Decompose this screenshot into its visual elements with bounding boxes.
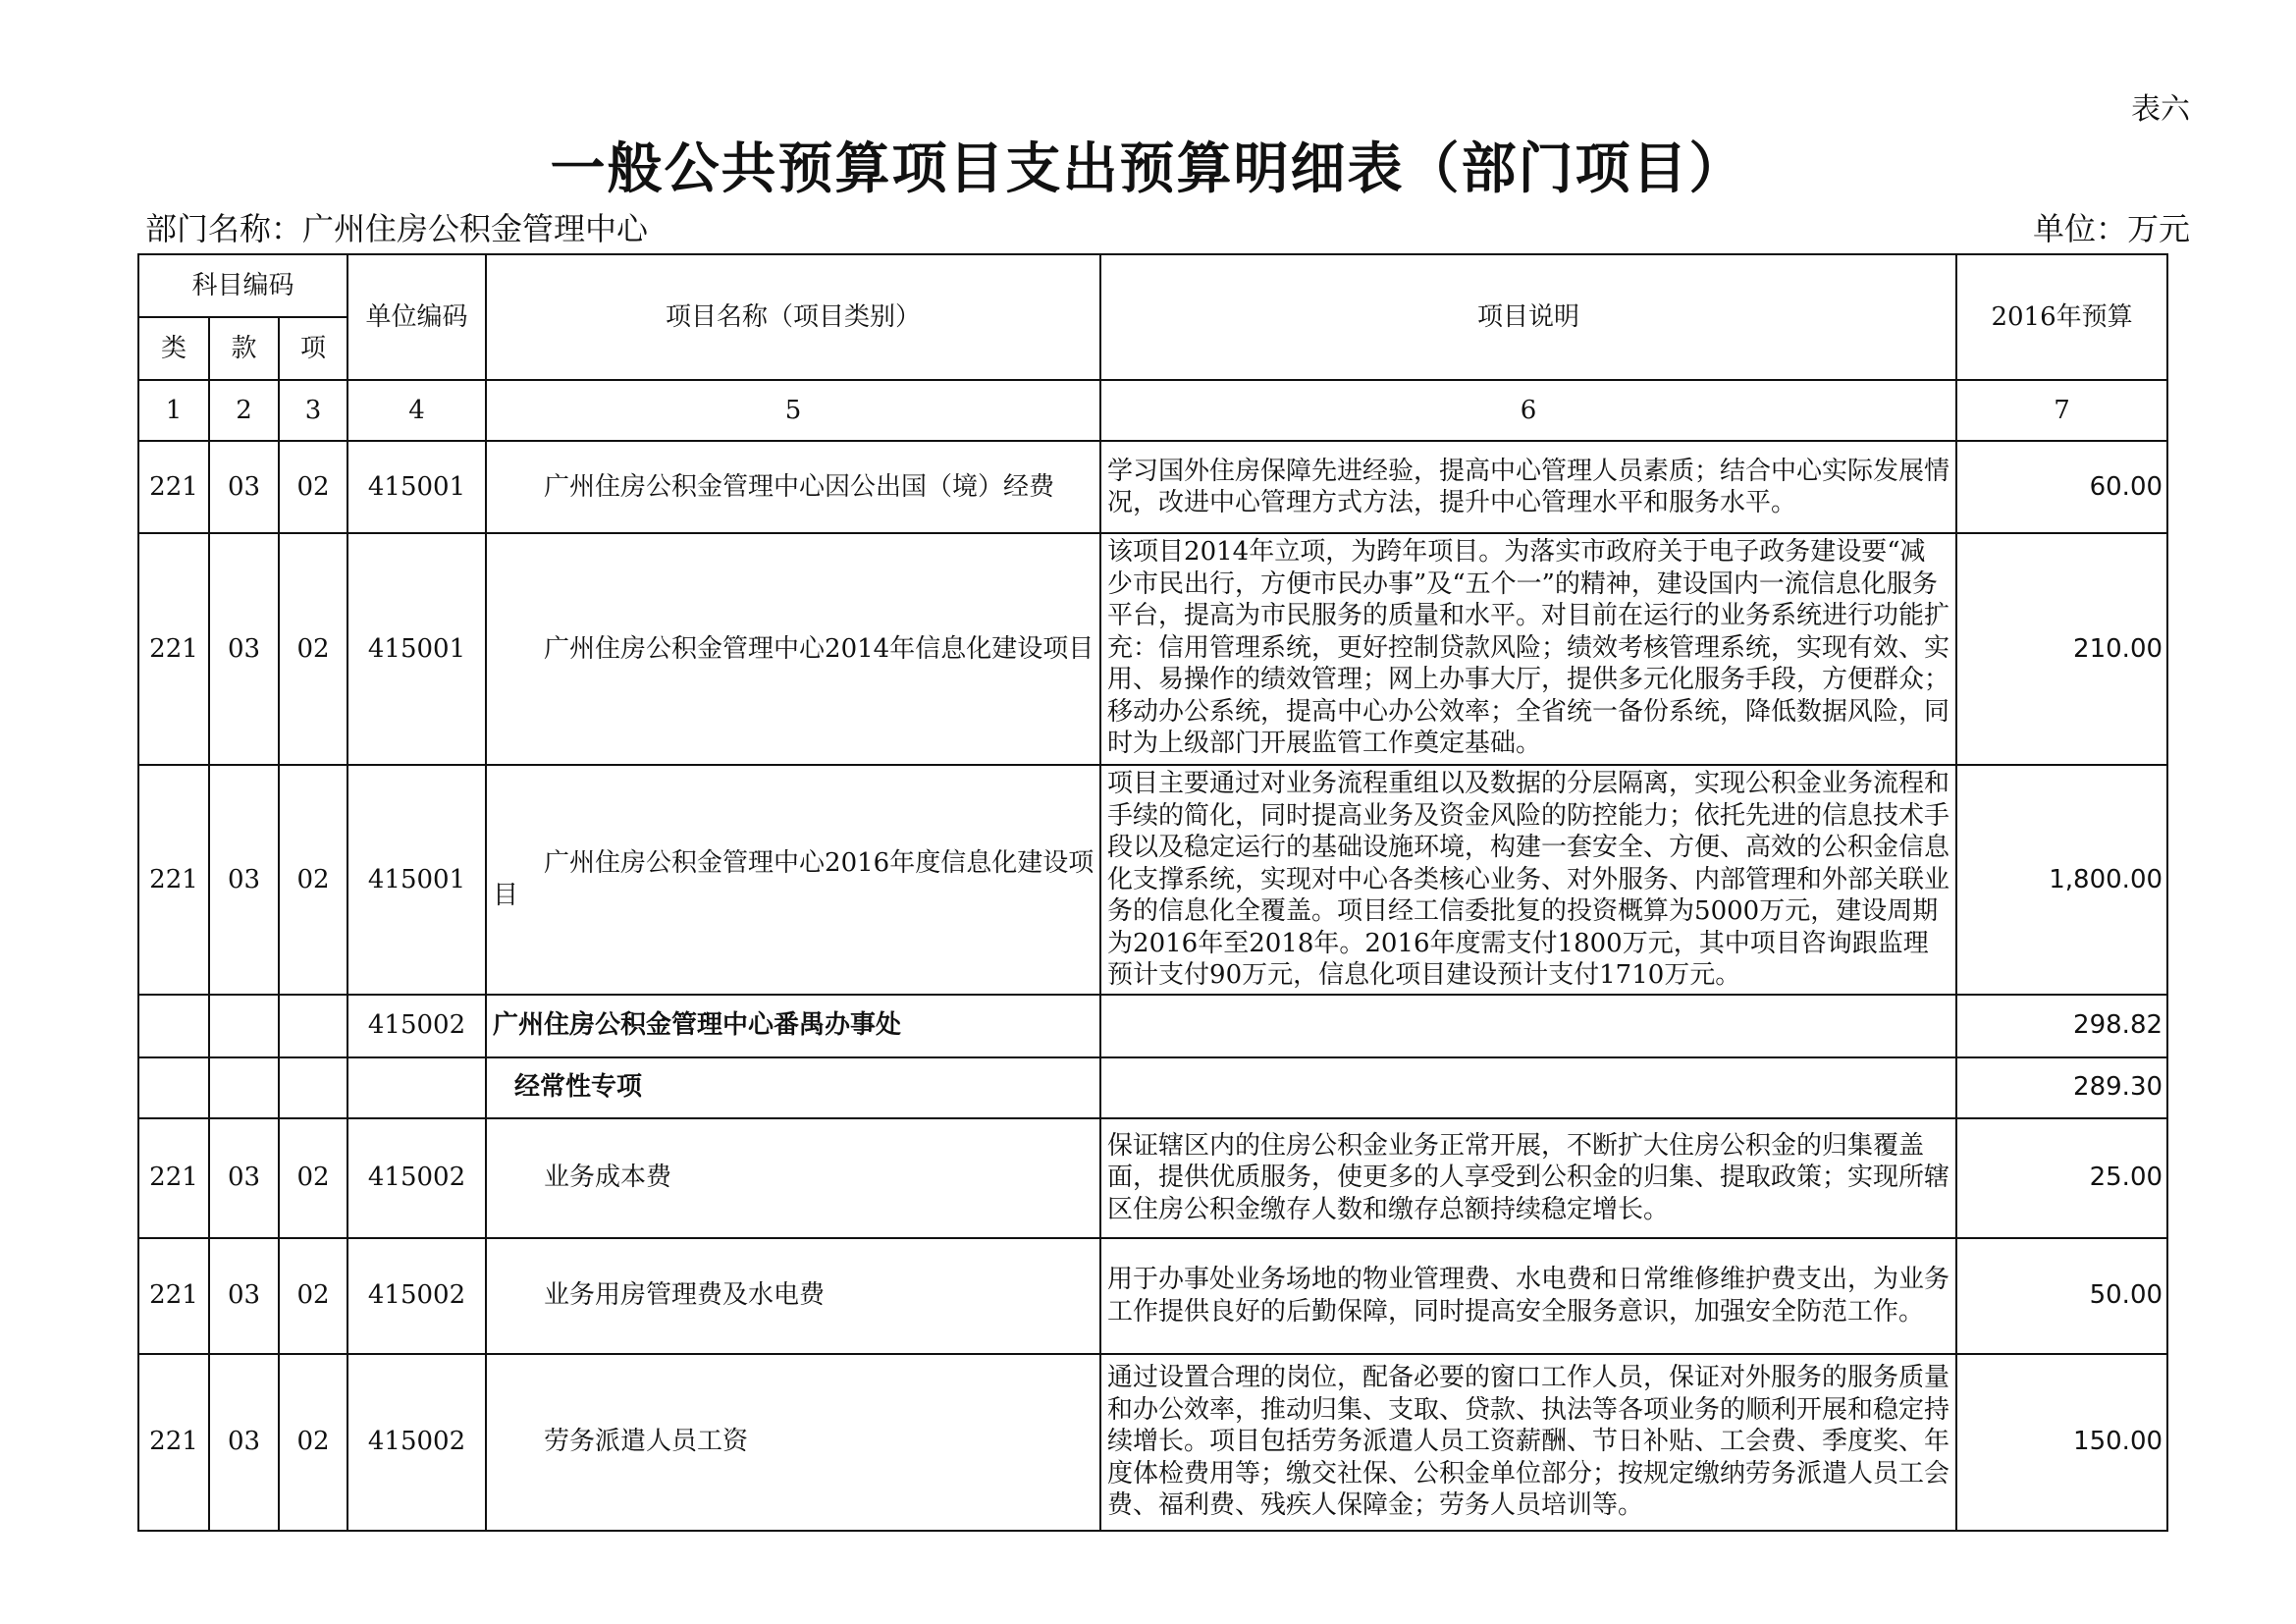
unit-code-cell [347, 1057, 486, 1118]
xiang-cell [279, 995, 347, 1057]
project-name-text: 广州住房公积金管理中心2014年信息化建设项目 [544, 633, 1095, 664]
index-cell: 6 [1100, 380, 1956, 441]
xiang-cell [279, 1057, 347, 1118]
project-name-text: 广州住房公积金管理中心因公出国（境）经费 [544, 471, 1055, 502]
project-name-text: 劳务派遣人员工资 [544, 1427, 749, 1457]
budget-cell: 25.00 [1956, 1118, 2167, 1238]
department-name: 部门名称：广州住房公积金管理中心 [145, 210, 649, 247]
kuan-cell [209, 1057, 279, 1118]
kuan-cell: 03 [209, 533, 279, 765]
currency-unit: 单位：万元 [2032, 210, 2190, 247]
kuan-cell: 03 [209, 1118, 279, 1238]
index-cell: 2 [209, 380, 279, 441]
xiang-cell: 02 [279, 533, 347, 765]
xiang-cell: 02 [279, 765, 347, 995]
project-name-cell [486, 441, 1100, 533]
budget-table [137, 253, 2168, 1532]
lei-cell: 221 [138, 765, 209, 995]
budget-cell: 150.00 [1956, 1354, 2167, 1531]
project-desc-cell: 通过设置合理的岗位，配备必要的窗口工作人员，保证对外服务的服务质量和办公效率，推动归集、支取、贷款、执法等各项业务的顺利开展和稳定持续增长。项目包括劳务派遣人员工资薪酬、节日补贴、工会费、季度奖、年度体检费用等；缴交社保、公积金单位部分；按规定缴纳劳务派遣人员工会费、福利费、残疾人保障金；劳务人员培训等。 [1100, 1354, 1956, 1531]
project-name-text: 业务用房管理费及水电费 [544, 1280, 826, 1311]
project-desc-cell: 用于办事处业务场地的物业管理费、水电费和日常维修维护费支出，为业务工作提供良好的后勤保障，同时提高安全服务意识，加强安全防范工作。 [1100, 1238, 1956, 1354]
project-name-cell [486, 533, 1100, 765]
table-row [138, 1118, 2167, 1238]
lei-cell: 221 [138, 1354, 209, 1531]
table-row [138, 533, 2167, 765]
budget-cell: 298.82 [1956, 995, 2167, 1057]
xiang-cell: 02 [279, 1118, 347, 1238]
xiang-cell: 02 [279, 1238, 347, 1354]
page-title: 一般公共预算项目支出预算明细表（部门项目） [550, 137, 1746, 201]
lei-cell [138, 995, 209, 1057]
project-desc-cell: 项目主要通过对业务流程重组以及数据的分层隔离，实现公积金业务流程和手续的简化，同时提高业务及资金风险的防控能力；依托先进的信息技术手段以及稳定运行的基础设施环境，构建一套安全、方便、高效的公积金信息化支撑系统，实现对中心各类核心业务、对外服务、内部管理和外部关联业务的信息化全覆盖。项目经工信委批复的投资概算为5000万元，建设周期为2016年至2018年。2016年度需支付1800万元，其中项目咨询跟监理预计支付90万元，信息化项目建设预计支付1710万元。 [1100, 765, 1956, 995]
project-desc-cell: 该项目2014年立项，为跨年项目。为落实市政府关于电子政务建设要“减少市民出行，方便市民办事”及“五个一”的精神，建设国内一流信息化服务平台，提高为市民服务的质量和水平。对目前在运行的业务系统进行功能扩充：信用管理系统，更好控制贷款风险；绩效考核管理系统，实现有效、实用、易操作的绩效管理；网上办事大厅，提供多元化服务手段，方便群众；移动办公系统，提高中心办公效率；全省统一备份系统，降低数据风险，同时为上级部门开展监管工作奠定基础。 [1100, 533, 1956, 765]
table-row [138, 765, 2167, 995]
table-number: 表六 [2131, 92, 2190, 127]
budget-cell: 289.30 [1956, 1057, 2167, 1118]
xiang-cell: 02 [279, 441, 347, 533]
kuan-cell: 03 [209, 1238, 279, 1354]
lei-cell: 221 [138, 533, 209, 765]
table-row [138, 1354, 2167, 1531]
lei-cell: 221 [138, 441, 209, 533]
index-cell: 5 [486, 380, 1100, 441]
category-name-cell: 经常性专项 [486, 1057, 1100, 1118]
xiang-header: 项 [279, 317, 347, 380]
index-cell: 1 [138, 380, 209, 441]
unit-code-cell: 415001 [347, 765, 486, 995]
unit-code-cell: 415001 [347, 441, 486, 533]
project-name-text: 业务成本费 [544, 1163, 672, 1193]
project-name-cell [486, 1238, 1100, 1354]
index-row [138, 380, 2167, 441]
unit-code-cell: 415002 [347, 1354, 486, 1531]
table-row [138, 1238, 2167, 1354]
budget-cell: 60.00 [1956, 441, 2167, 533]
kuan-header: 款 [209, 317, 279, 380]
xiang-cell: 02 [279, 1354, 347, 1531]
project-desc-cell [1100, 1057, 1956, 1118]
table-row [138, 995, 2167, 1057]
kuan-cell: 03 [209, 765, 279, 995]
budget-header: 2016年预算 [1956, 254, 2167, 380]
unit-code-cell: 415001 [347, 533, 486, 765]
unit-code-cell: 415002 [347, 1118, 486, 1238]
project-desc-cell: 保证辖区内的住房公积金业务正常开展，不断扩大住房公积金的归集覆盖面，提供优质服务，使更多的人享受到公积金的归集、提取政策；实现所辖区住房公积金缴存人数和缴存总额持续稳定增长。 [1100, 1118, 1956, 1238]
project-name-cell [486, 765, 1100, 995]
index-cell: 4 [347, 380, 486, 441]
lei-header: 类 [138, 317, 209, 380]
unit-code-cell: 415002 [347, 1238, 486, 1354]
kuan-cell: 03 [209, 441, 279, 533]
index-cell: 3 [279, 380, 347, 441]
header-row-1 [138, 254, 2167, 317]
project-name-text: 广州住房公积金管理中心2016年度信息化建设项目 [493, 848, 1095, 910]
project-name-cell [486, 1354, 1100, 1531]
lei-cell [138, 1057, 209, 1118]
kuan-cell: 03 [209, 1354, 279, 1531]
project-desc-cell: 学习国外住房保障先进经验，提高中心管理人员素质；结合中心实际发展情况，改进中心管理方式方法，提升中心管理水平和服务水平。 [1100, 441, 1956, 533]
project-desc-cell [1100, 995, 1956, 1057]
office-name-cell: 广州住房公积金管理中心番禺办事处 [486, 995, 1100, 1057]
table-row [138, 1057, 2167, 1118]
lei-cell: 221 [138, 1238, 209, 1354]
budget-cell: 210.00 [1956, 533, 2167, 765]
lei-cell: 221 [138, 1118, 209, 1238]
table-row [138, 441, 2167, 533]
kuan-cell [209, 995, 279, 1057]
unit-code-header: 单位编码 [347, 254, 486, 380]
budget-cell: 1,800.00 [1956, 765, 2167, 995]
project-desc-header: 项目说明 [1100, 254, 1956, 380]
project-name-cell [486, 1118, 1100, 1238]
subject-code-header: 科目编码 [138, 254, 347, 317]
budget-cell: 50.00 [1956, 1238, 2167, 1354]
index-cell: 7 [1956, 380, 2167, 441]
project-name-header: 项目名称（项目类别） [486, 254, 1100, 380]
unit-code-cell: 415002 [347, 995, 486, 1057]
